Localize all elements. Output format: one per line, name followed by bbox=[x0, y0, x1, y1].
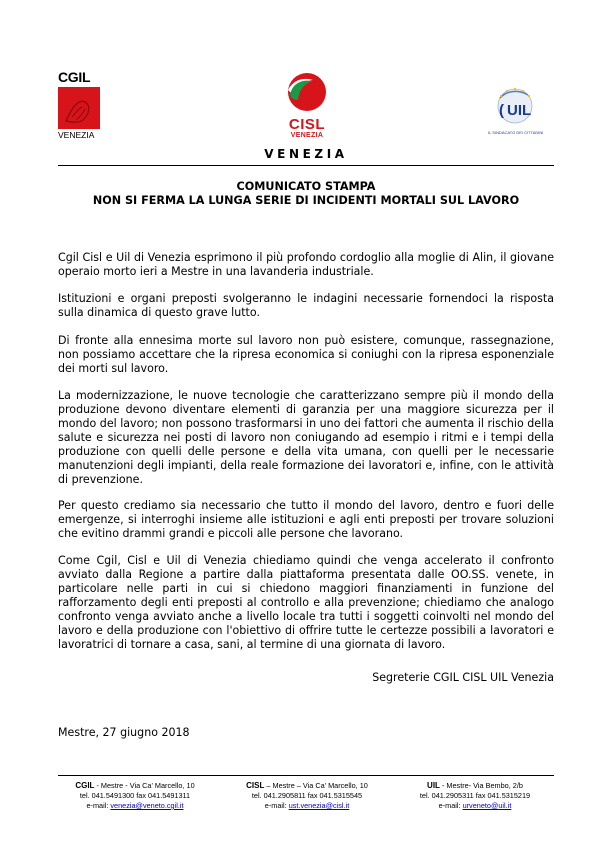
footer-uil-email-label: e-mail: bbox=[438, 801, 463, 810]
cisl-logo-city: VENEZIA bbox=[290, 132, 324, 139]
header-city: VENEZIA bbox=[264, 147, 348, 161]
footer-cisl-name: CISL bbox=[246, 781, 265, 790]
body-paragraph-3: Di fronte alla ennesima morte sul lavoro non può esistere, comunque, rassegnazione, non possiamo accettare che la ripresa economica si coniughi con la ripresa esponenziale dei morti sul lavoro. bbox=[58, 334, 554, 375]
cgil-logo bbox=[58, 70, 108, 140]
cisl-logo bbox=[279, 72, 335, 140]
body-paragraph-6: Come Cgil, Cisl e Uil di Venezia chiediamo quindi che venga accelerato il confronto avviato dalla Regione a partire dalla piattaforma presentata dalle OO.SS. venete, in particolare nelle parti in cui si chiedono maggiori finanziamenti in funzione del rafforzamento degli enti preposti al controllo e alla prevenzione; chiediamo che analogo confronto venga avviato anche a livello locale tra tutti i soggetti coinvolti nel mondo del lavoro e della produzione con l'obiettivo di offrire tutte le certezze possibili a lavoratori e lavoratrici di tornare a casa, sani, al termine di una giornata di lavoro. bbox=[58, 554, 554, 651]
cisl-logo-name: CISL bbox=[288, 116, 326, 133]
footer-cisl-email-label: e-mail: bbox=[264, 801, 289, 810]
footer-cgil-email-link[interactable]: venezia@veneto.cgil.it bbox=[110, 801, 184, 810]
date-line: Mestre, 27 giugno 2018 bbox=[58, 726, 190, 739]
footer-cisl-phone: tel. 041.2905811 fax 041.5315545 bbox=[251, 791, 363, 800]
uil-logo bbox=[488, 85, 550, 135]
footer-cgil-name: CGIL bbox=[75, 781, 95, 790]
header-divider bbox=[58, 165, 554, 166]
footer-uil bbox=[400, 781, 550, 811]
signature: Segreterie CGIL CISL UIL Venezia bbox=[372, 671, 554, 684]
body-paragraph-1: Cgil Cisl e Uil di Venezia esprimono il più profondo cordoglio alla moglie di Alin, il giovane operaio morto ieri a Mestre in una lavanderia industriale. bbox=[58, 251, 554, 278]
body-paragraph-4: La modernizzazione, le nuove tecnologie che caratterizzano sempre più il mondo della produzione devono diventare elementi di garanzia per una maggiore sicurezza per il mondo del lavoro; non possono trasformarsi in uno dei fattori che aumenta il rischio della salute e sicurezza nei posti di lavoro non coniugando ad esempio i ritmi e i tempi della produzione con quelli delle persone e della vita umana, con quelli per le necessarie manutenzioni degli impianti, della reale formazione dei lavoratori e, infine, con le attività di prevenzione. bbox=[58, 389, 554, 486]
footer-cisl-email-link[interactable]: ust.venezia@cisl.it bbox=[288, 801, 350, 810]
footer-uil-email-link[interactable]: urveneto@uil.it bbox=[462, 801, 512, 810]
cgil-logo-city: VENEZIA bbox=[58, 130, 95, 140]
cgil-logo-emblem bbox=[58, 87, 100, 129]
uil-logo-tagline: IL SINDACATO DEI CITTADINI bbox=[488, 130, 544, 135]
cgil-logo-name: CGIL bbox=[58, 69, 91, 85]
footer-cisl bbox=[232, 781, 382, 811]
cisl-emblem bbox=[279, 72, 335, 112]
svg-text:UIL: UIL bbox=[507, 102, 532, 119]
footer-cisl-address: – Mestre – Via Ca' Marcello, 10 bbox=[264, 781, 368, 790]
press-release-label: COMUNICATO STAMPA bbox=[236, 180, 376, 193]
footer-cgil-email-label: e-mail: bbox=[86, 801, 111, 810]
body-paragraph-5: Per questo crediamo sia necessario che tutto il mondo del lavoro, dentro e fuori delle emergenze, si interroghi insieme alle istituzioni e agli enti preposti per trovare soluzioni che evitino drammi grandi e piccoli alle persone che lavorano. bbox=[58, 499, 554, 540]
press-release-headline: NON SI FERMA LA LUNGA SERIE DI INCIDENTI MORTALI SUL LAVORO bbox=[92, 194, 520, 207]
footer-cgil bbox=[60, 781, 210, 811]
svg-text:(: ( bbox=[499, 102, 504, 119]
footer-uil-phone: tel. 041.2905311 fax 041.5315219 bbox=[419, 791, 531, 800]
footer-cgil-phone: tel. 041.5491300 fax 041.5491311 bbox=[79, 791, 191, 800]
footer-cgil-address: - Mestre - Via Ca' Marcello, 10 bbox=[94, 781, 195, 790]
footer-uil-name: UIL bbox=[427, 781, 440, 790]
uil-emblem bbox=[488, 85, 550, 125]
body-paragraph-2: Istituzioni e organi preposti svolgeranno le indagini necessarie fornendoci la risposta sulla dinamica di questo grave lutto. bbox=[58, 292, 554, 319]
footer-uil-address: - Mestre- Via Bembo, 2/b bbox=[439, 781, 523, 790]
footer-divider bbox=[58, 775, 554, 776]
